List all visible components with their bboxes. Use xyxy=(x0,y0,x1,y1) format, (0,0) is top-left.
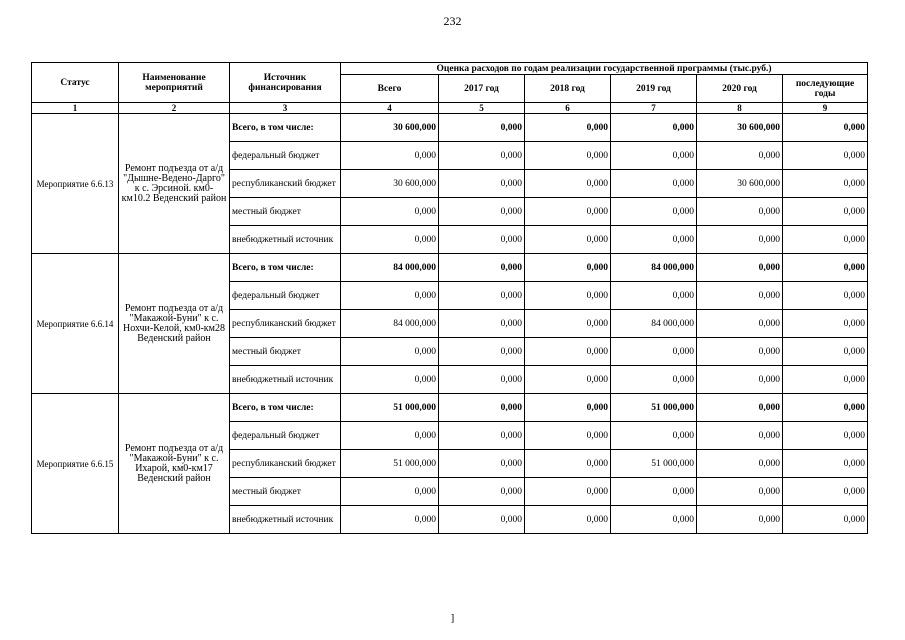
footer-mark: ] xyxy=(450,612,455,624)
amount-cell: 0,000 xyxy=(611,478,697,506)
amount-cell: 0,000 xyxy=(783,114,868,142)
amount-cell: 0,000 xyxy=(439,114,525,142)
amount-cell: 0,000 xyxy=(525,114,611,142)
amount-cell: 0,000 xyxy=(697,282,783,310)
table-row xyxy=(32,114,868,142)
header-activity-name: Наименование мероприятий xyxy=(119,63,230,103)
amount-cell: 0,000 xyxy=(341,282,439,310)
amount-cell: 84 000,000 xyxy=(611,310,697,338)
amount-cell: 0,000 xyxy=(783,506,868,534)
header-estimate-group: Оценка расходов по годам реализации государственной программы (тыс.руб.) xyxy=(341,63,868,75)
amount-cell: 0,000 xyxy=(439,394,525,422)
amount-cell: 0,000 xyxy=(697,254,783,282)
amount-cell: 0,000 xyxy=(697,226,783,254)
activity-name: Ремонт подъезда от а/д "Макажой-Буни" к с. Ихарой, км0-км17 Веденский район xyxy=(119,394,230,534)
amount-cell: 0,000 xyxy=(783,338,868,366)
amount-cell: 0,000 xyxy=(439,198,525,226)
amount-cell: 0,000 xyxy=(783,422,868,450)
amount-cell: 0,000 xyxy=(525,478,611,506)
amount-cell: 0,000 xyxy=(525,254,611,282)
amount-cell: 51 000,000 xyxy=(611,394,697,422)
amount-cell: 0,000 xyxy=(341,142,439,170)
amount-cell: 0,000 xyxy=(341,506,439,534)
amount-cell: 0,000 xyxy=(611,366,697,394)
amount-cell: 0,000 xyxy=(611,198,697,226)
funding-source: федеральный бюджет xyxy=(230,142,341,170)
amount-cell: 0,000 xyxy=(525,422,611,450)
amount-cell: 0,000 xyxy=(783,282,868,310)
activity-status: Мероприятие 6.6.13 xyxy=(32,114,119,254)
amount-cell: 0,000 xyxy=(697,142,783,170)
amount-cell: 0,000 xyxy=(697,506,783,534)
header-2019: 2019 год xyxy=(611,75,697,103)
amount-cell: 0,000 xyxy=(697,478,783,506)
amount-cell: 0,000 xyxy=(341,338,439,366)
amount-cell: 30 600,000 xyxy=(697,170,783,198)
funding-source: Всего, в том числе: xyxy=(230,394,341,422)
page-number: 232 xyxy=(443,14,462,28)
column-number: 5 xyxy=(439,103,525,114)
header-2018: 2018 год xyxy=(525,75,611,103)
amount-cell: 0,000 xyxy=(341,198,439,226)
funding-source: местный бюджет xyxy=(230,478,341,506)
column-number: 3 xyxy=(230,103,341,114)
activity-name: Ремонт подъезда от а/д "Дышне-Ведено-Дарго" к с. Эрсиной. км0-км10.2 Веденский район xyxy=(119,114,230,254)
header-status: Статус xyxy=(32,63,119,103)
amount-cell: 0,000 xyxy=(783,478,868,506)
header-total: Всего xyxy=(341,75,439,103)
activity-status: Мероприятие 6.6.14 xyxy=(32,254,119,394)
column-number: 1 xyxy=(32,103,119,114)
column-number: 7 xyxy=(611,103,697,114)
amount-cell: 0,000 xyxy=(525,394,611,422)
amount-cell: 0,000 xyxy=(341,366,439,394)
amount-cell: 84 000,000 xyxy=(341,310,439,338)
amount-cell: 51 000,000 xyxy=(341,450,439,478)
funding-source: республиканский бюджет xyxy=(230,310,341,338)
column-number: 8 xyxy=(697,103,783,114)
amount-cell: 0,000 xyxy=(697,422,783,450)
amount-cell: 0,000 xyxy=(525,506,611,534)
amount-cell: 0,000 xyxy=(783,170,868,198)
amount-cell: 0,000 xyxy=(783,450,868,478)
amount-cell: 0,000 xyxy=(525,198,611,226)
funding-source: внебюджетный источник xyxy=(230,366,341,394)
amount-cell: 0,000 xyxy=(697,198,783,226)
amount-cell: 0,000 xyxy=(611,506,697,534)
amount-cell: 0,000 xyxy=(525,366,611,394)
column-number: 2 xyxy=(119,103,230,114)
amount-cell: 84 000,000 xyxy=(611,254,697,282)
amount-cell: 0,000 xyxy=(525,450,611,478)
amount-cell: 0,000 xyxy=(697,394,783,422)
amount-cell: 0,000 xyxy=(525,170,611,198)
amount-cell: 0,000 xyxy=(439,506,525,534)
amount-cell: 0,000 xyxy=(439,310,525,338)
activity-status: Мероприятие 6.6.15 xyxy=(32,394,119,534)
amount-cell: 0,000 xyxy=(341,226,439,254)
column-number: 6 xyxy=(525,103,611,114)
amount-cell: 84 000,000 xyxy=(341,254,439,282)
amount-cell: 0,000 xyxy=(611,114,697,142)
header-2017: 2017 год xyxy=(439,75,525,103)
header-2020: 2020 год xyxy=(697,75,783,103)
funding-source: местный бюджет xyxy=(230,198,341,226)
amount-cell: 0,000 xyxy=(783,226,868,254)
amount-cell: 0,000 xyxy=(525,338,611,366)
table-header xyxy=(32,63,868,114)
amount-cell: 0,000 xyxy=(611,170,697,198)
activity-name: Ремонт подъезда от а/д "Макажой-Буни" к с. Нохчи-Келой, км0-км28 Веденский район xyxy=(119,254,230,394)
column-number-row xyxy=(32,103,868,114)
amount-cell: 30 600,000 xyxy=(341,114,439,142)
table-row xyxy=(32,254,868,282)
funding-source: Всего, в том числе: xyxy=(230,254,341,282)
column-number: 4 xyxy=(341,103,439,114)
amount-cell: 0,000 xyxy=(611,282,697,310)
amount-cell: 0,000 xyxy=(783,366,868,394)
amount-cell: 0,000 xyxy=(697,338,783,366)
amount-cell: 0,000 xyxy=(439,450,525,478)
amount-cell: 0,000 xyxy=(697,366,783,394)
amount-cell: 0,000 xyxy=(611,422,697,450)
funding-source: внебюджетный источник xyxy=(230,226,341,254)
budget-table xyxy=(31,62,868,534)
table-body xyxy=(32,114,868,534)
amount-cell: 0,000 xyxy=(439,422,525,450)
amount-cell: 0,000 xyxy=(783,310,868,338)
amount-cell: 0,000 xyxy=(611,142,697,170)
amount-cell: 0,000 xyxy=(439,170,525,198)
amount-cell: 0,000 xyxy=(783,198,868,226)
amount-cell: 0,000 xyxy=(783,142,868,170)
amount-cell: 0,000 xyxy=(341,478,439,506)
amount-cell: 0,000 xyxy=(439,282,525,310)
header-later-years: последующие годы xyxy=(783,75,868,103)
amount-cell: 0,000 xyxy=(439,226,525,254)
amount-cell: 0,000 xyxy=(439,366,525,394)
amount-cell: 51 000,000 xyxy=(341,394,439,422)
header-funding-source: Источник финансирования xyxy=(230,63,341,103)
funding-source: республиканский бюджет xyxy=(230,450,341,478)
funding-source: местный бюджет xyxy=(230,338,341,366)
amount-cell: 0,000 xyxy=(439,478,525,506)
amount-cell: 0,000 xyxy=(439,142,525,170)
amount-cell: 0,000 xyxy=(783,254,868,282)
funding-source: федеральный бюджет xyxy=(230,282,341,310)
amount-cell: 0,000 xyxy=(439,254,525,282)
funding-source: внебюджетный источник xyxy=(230,506,341,534)
amount-cell: 0,000 xyxy=(611,338,697,366)
column-number: 9 xyxy=(783,103,868,114)
amount-cell: 51 000,000 xyxy=(611,450,697,478)
funding-source: республиканский бюджет xyxy=(230,170,341,198)
table-row xyxy=(32,394,868,422)
amount-cell: 0,000 xyxy=(525,310,611,338)
amount-cell: 0,000 xyxy=(341,422,439,450)
funding-source: Всего, в том числе: xyxy=(230,114,341,142)
amount-cell: 0,000 xyxy=(697,450,783,478)
amount-cell: 0,000 xyxy=(525,282,611,310)
amount-cell: 0,000 xyxy=(783,394,868,422)
amount-cell: 0,000 xyxy=(525,142,611,170)
amount-cell: 0,000 xyxy=(611,226,697,254)
amount-cell: 0,000 xyxy=(525,226,611,254)
amount-cell: 0,000 xyxy=(697,310,783,338)
amount-cell: 30 600,000 xyxy=(697,114,783,142)
amount-cell: 30 600,000 xyxy=(341,170,439,198)
amount-cell: 0,000 xyxy=(439,338,525,366)
funding-source: федеральный бюджет xyxy=(230,422,341,450)
